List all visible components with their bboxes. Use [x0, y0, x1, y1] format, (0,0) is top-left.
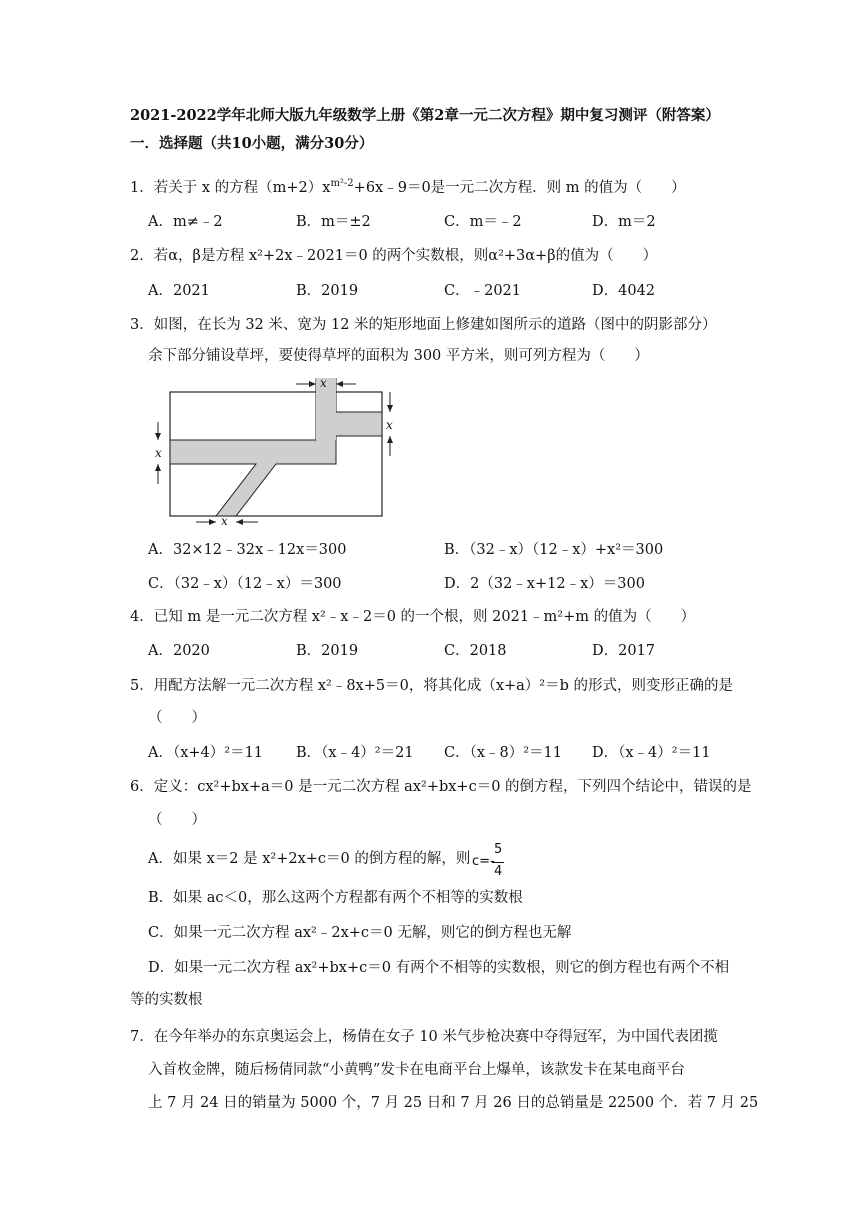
- q6-option-d-line-1[interactable]: D．如果一元二次方程 ax²+bx+c＝0 有两个不相等的实数根，则它的倒方程也有两个不相: [148, 960, 730, 976]
- q6-option-b[interactable]: B．如果 ac＜0，那么这两个方程都有两个不相等的实数根: [148, 890, 523, 906]
- q5-option-b[interactable]: B．（x﹣4）²＝21: [296, 745, 414, 761]
- q5-option-a[interactable]: A．（x+4）²＝11: [148, 745, 264, 761]
- road-network: [170, 378, 382, 516]
- q4-option-c[interactable]: C．2018: [444, 643, 507, 659]
- question-4-stem: 4．已知 m 是一元二次方程 x²﹣x﹣2＝0 的一个根，则 2021﹣m²+m 的值为（ ）: [130, 609, 696, 625]
- question-3-line-2: 余下部分铺设草坪，要使得草坪的面积为 300 平方米，则可列方程为（ ）: [148, 348, 649, 364]
- exam-title: 2021-2022学年北师大版九年级数学上册《第2章一元二次方程》期中复习测评（附答案）: [130, 107, 720, 124]
- q2-option-d[interactable]: D．4042: [592, 283, 656, 299]
- top-arrowhead-left: [309, 381, 316, 387]
- fig-label-x-left: x: [155, 446, 162, 460]
- q2-option-a[interactable]: A．2021: [148, 283, 210, 299]
- q4-option-d[interactable]: D．2017: [592, 643, 656, 659]
- question-6-line-1: 6．定义：cx²+bx+a＝0 是一元二次方程 ax²+bx+c＝0 的倒方程，下列四个结论中，错误的是: [130, 779, 752, 795]
- top-arrowhead-right: [336, 381, 343, 387]
- question-6-line-2: （ ）: [148, 812, 206, 828]
- q5-option-c[interactable]: C．（x﹣8）²＝11: [444, 745, 563, 761]
- left-arrowhead-top: [155, 433, 161, 440]
- section-heading: 一．选择题（共10小题，满分30分）: [130, 135, 374, 152]
- q3-option-d[interactable]: D．2（32﹣x+12﹣x）＝300: [444, 576, 645, 592]
- question-7-line-1: 7．在今年举办的东京奥运会上，杨倩在女子 10 米气步枪决赛中夺得冠军，为中国代表团揽: [130, 1029, 718, 1045]
- q2-option-c[interactable]: C．﹣2021: [444, 283, 521, 299]
- fraction-denominator: 4: [494, 864, 503, 879]
- question-1-exponent: m²-2: [330, 178, 354, 189]
- fraction-c-value: [472, 842, 512, 882]
- q4-option-a[interactable]: A．2020: [148, 643, 210, 659]
- bottom-arrowhead-left: [209, 519, 216, 525]
- q2-option-b[interactable]: B．2019: [296, 283, 359, 299]
- q1-option-c[interactable]: C．m＝﹣2: [444, 214, 522, 230]
- q1-option-a[interactable]: A．m≠﹣2: [148, 214, 223, 230]
- question-2-stem: 2．若α，β是方程 x²+2x﹣2021＝0 的两个实数根，则α²+3α+β的值为（ ）: [130, 248, 658, 264]
- road-figure: [150, 378, 410, 530]
- q1-option-b[interactable]: B．m＝±2: [296, 214, 371, 230]
- fraction-lhs: c=-: [472, 854, 495, 869]
- fig-label-x-bottom: x: [221, 514, 228, 528]
- question-7-line-2: 入首枚金牌，随后杨倩同款“小黄鸭”发卡在电商平台上爆单，该款发卡在某电商平台: [148, 1062, 685, 1078]
- bottom-arrowhead-right: [236, 519, 243, 525]
- question-1-stem-a: 1．若关于 x 的方程（m+2）x: [130, 179, 331, 196]
- q6-option-c[interactable]: C．如果一元二次方程 ax²﹣2x+c＝0 无解，则它的倒方程也无解: [148, 925, 572, 941]
- right-arrowhead-bottom: [387, 436, 393, 443]
- q3-option-c[interactable]: C．（32﹣x）（12﹣x）＝300: [148, 576, 342, 592]
- fig-label-x-top: x: [320, 376, 327, 390]
- question-1-stem-b: +6x﹣9＝0是一元二次方程．则 m 的值为（ ）: [353, 179, 686, 196]
- q5-option-d[interactable]: D．（x﹣4）²＝11: [592, 745, 711, 761]
- fig-label-x-right: x: [386, 418, 393, 432]
- left-arrowhead-bottom: [155, 464, 161, 471]
- q1-option-d[interactable]: D．m＝2: [592, 214, 656, 230]
- q3-option-a[interactable]: A．32×12﹣32x﹣12x＝300: [148, 542, 347, 558]
- q4-option-b[interactable]: B．2019: [296, 643, 359, 659]
- question-5-line-1: 5．用配方法解一元二次方程 x²﹣8x+5＝0，将其化成（x+a）²＝b 的形式，则变形正确的是: [130, 678, 734, 694]
- question-3-line-1: 3．如图，在长为 32 米、宽为 12 米的矩形地面上修建如图所示的道路（图中的阴影部分）: [130, 317, 717, 333]
- q3-option-b[interactable]: B．（32﹣x）（12﹣x）+x²＝300: [444, 542, 664, 558]
- question-7-line-3: 上 7 月 24 日的销量为 5000 个，7 月 25 日和 7 月 26 日的总销量是 22500 个．若 7 月 25: [148, 1095, 759, 1111]
- q6-option-d-line-2: 等的实数根: [130, 992, 203, 1008]
- fraction-bar: [492, 862, 504, 863]
- fraction-numerator: 5: [494, 842, 503, 857]
- question-5-line-2: （ ）: [148, 710, 206, 726]
- question-1-stem: [130, 174, 686, 198]
- right-arrowhead-top: [387, 405, 393, 412]
- q6-option-a[interactable]: A．如果 x＝2 是 x²+2x+c＝0 的倒方程的解，则: [148, 851, 471, 867]
